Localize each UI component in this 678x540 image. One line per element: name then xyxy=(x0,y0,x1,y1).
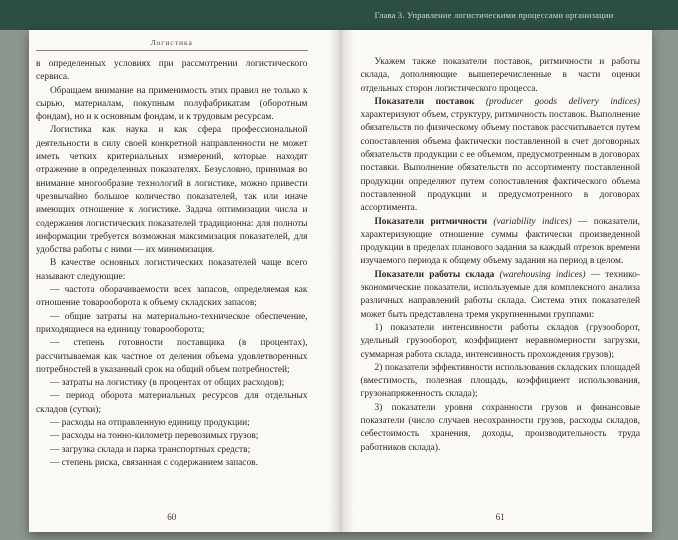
paragraph-text: характеризуют объем, структуру, ритмичность поставок. Выполнение обязательств по физическому объему поставок рассчитывается путем сопоставления объема фактически поставленной в счет договорных обязательств продукции с ее объемом, предусмотренным в договорах поставки. Выполнение обязательств по ассортименту поставленной продукции определяют путем сопоставления фактического объема поставленной продукции и предусмотренного в договорах ассортимента. xyxy=(360,110,640,214)
paragraph: Логистика как наука и как сфера профессиональной деятельности в силу своей конкретной направленности не может иметь четких критериальных измерений, которые находят отражение в определенных показателях. Безусловно, принимая во внимание многообразие технологий в логистике, можно привести чрезвычайно большое количество показателей, так или иначе имеющих отношение к логистике. Задача оптимизации числа и содержания логистических показателей традиционна: для полноты информации требуется возможная максимизация показателей, для удобства работы с ними — их минимизация. xyxy=(36,125,308,256)
paragraph-text: — технико-экономические показатели, используемые для комплексного анализа различных направлений работы склада. Система этих показателей может быть представлена тремя укрупненными группами: xyxy=(360,269,640,320)
term-latin-italic: (variability indices) xyxy=(487,216,579,227)
paragraph: Обращаем внимание на применимость этих правил не только к сырью, материалам, покупным полуфабрикатам (оборотным фондам), но и к основным фондам, и к трудовым ресурсам. xyxy=(36,85,308,123)
list-item-paragraph: — загрузка склада и парка транспортных средств; xyxy=(50,444,251,455)
numbered-item-paragraph: 2) показатели эффективности использования складских площадей (вместимость, полезная площадь, коэффициент использования, грузонапряженность склада); xyxy=(360,362,640,400)
running-head-rule xyxy=(36,50,308,51)
term-bold: Показатели работы склада xyxy=(374,269,495,280)
list-item-paragraph: — затраты на логистику (в процентах от общих расходов); xyxy=(50,378,285,389)
list-item-paragraph: — расходы на отправленную единицу продукции; xyxy=(50,418,250,429)
term-bold: Показатели ритмичности xyxy=(374,216,488,227)
paragraph: в определенных условиях при рассмотрении логистического сервиса. xyxy=(36,59,308,83)
paragraph xyxy=(361,216,641,269)
paragraph: В качестве основных логистических показателей чаще всего называют следующие: xyxy=(36,258,308,282)
list-item-paragraph: — частота оборачиваемости всех запасов, определяемая как отношение товарооборота к объему складских запасов; xyxy=(36,285,308,309)
list-item-paragraph: — степень риска, связанная с содержанием запасов. xyxy=(50,457,258,468)
paragraph xyxy=(361,96,641,216)
paragraph-text: — показатели, характеризующие отношение суммы фактически произведенной продукции в пределах планового задания за каждый отрезок времени изучаемого периода к общему объему задания на период в целом. xyxy=(360,216,641,267)
page-number: 61 xyxy=(495,512,505,522)
running-head: Логистика xyxy=(150,38,193,47)
paragraph: Укажем также показатели поставок, ритмичности и работы склада, дополняющие вышеперечисленные в части оценки отдельных сторон логистического процесса. xyxy=(360,57,640,94)
list-item-paragraph: — расходы на тонно-километр перевозимых грузов; xyxy=(50,431,259,442)
chapter-header-bar xyxy=(0,0,678,30)
right-page-body xyxy=(361,56,641,455)
term-bold: Показатели поставок xyxy=(374,96,475,107)
chapter-title: Глава 3. Управление логистическими процессами организации xyxy=(374,10,614,20)
numbered-item-paragraph: 1) показатели интенсивности работы складов (грузооборот, удельный грузооборот, коэффициент неравномерности загрузки, суммарная работа склада, интенсивность прохождения грузов); xyxy=(360,322,640,360)
left-page-body xyxy=(36,58,308,470)
book-spread xyxy=(29,30,652,532)
left-page xyxy=(29,30,341,532)
list-item-paragraph: — степень готовности поставщика (в процентах), рассчитываемая как частное от деления объема удовлетворенных потребностей в указанный срок на общий объем потребностей; xyxy=(36,338,308,375)
right-page xyxy=(341,30,653,532)
list-item-paragraph: — общие затраты на материально-техническое обеспечение, приходящиеся на единицу товарооборота; xyxy=(36,311,308,335)
page-number: 60 xyxy=(167,512,177,522)
term-latin-italic: (producer goods delivery indices) xyxy=(474,96,640,107)
list-item-paragraph: — период оборота материальных ресурсов для отдельных складов (сутки); xyxy=(36,391,308,415)
paragraph xyxy=(361,269,641,322)
term-latin-italic: (warehousing indices) xyxy=(494,269,591,280)
numbered-item-paragraph: 3) показатели уровня сохранности грузов и финансовые показатели (число случаев несохранности грузов, расходы складов, себестоимость хранения, доходы, производительность труда работников склада). xyxy=(360,402,640,453)
